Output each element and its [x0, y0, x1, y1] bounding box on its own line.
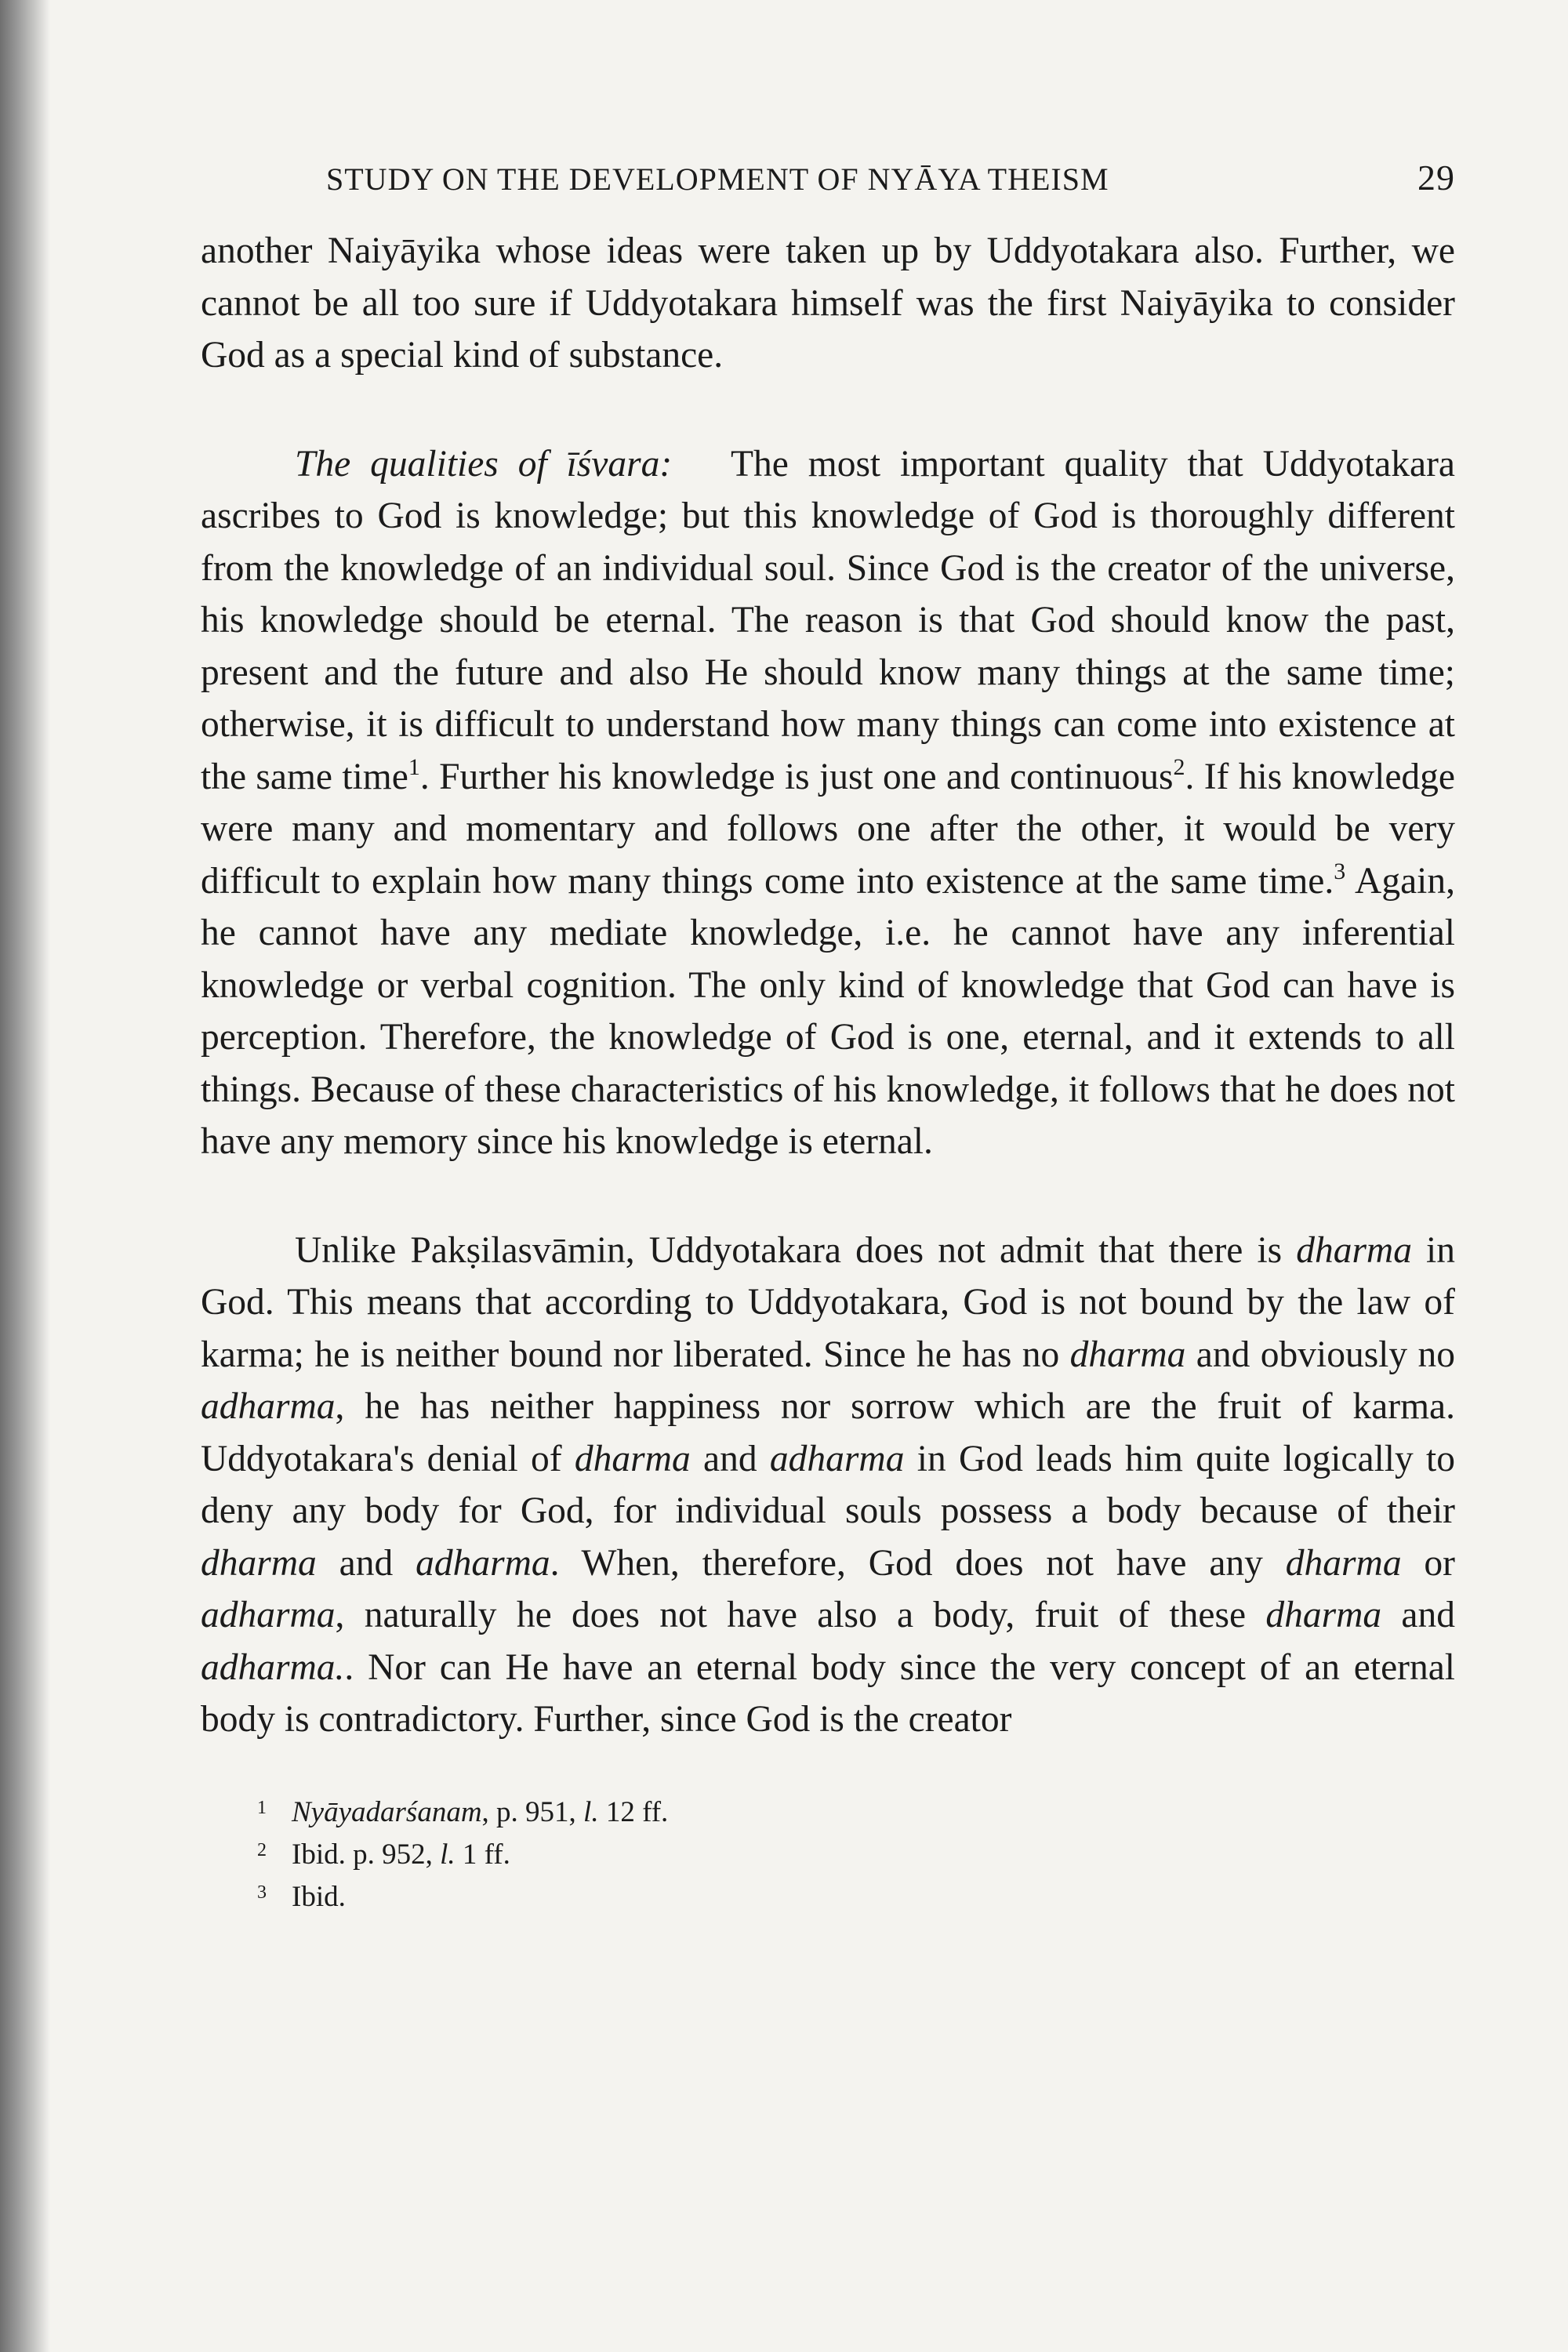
term-adharma: adharma.	[201, 1646, 345, 1688]
footnote-mark: 3	[257, 1882, 267, 1903]
p3-text: , naturally he does not have also a body, fruit of these	[335, 1595, 1266, 1635]
p2-text-1: The most important quality that Uddyotakara ascribes to God is knowledge; but this knowledge of God is thoroughly different from the knowledge of an individual soul. Since God is the creator of the universe, his knowledge should be eternal. The reason is that God should know the past, present and the future and also He should know many things at the same time; otherwise, it is difficult to understand how many things can come into existence at the same time	[201, 443, 1456, 797]
term-adharma: adharma	[201, 1595, 336, 1635]
footnote-text: Ibid.	[292, 1880, 346, 1913]
footnote-text: , p. 951,	[481, 1795, 584, 1828]
paragraph-2	[201, 438, 1455, 1168]
p3-text: Unlike Pakṣilasvāmin, Uddyotakara does not admit that there is	[295, 1229, 1297, 1271]
footnote-text-end: 12 ff.	[598, 1795, 669, 1828]
p3-text: and obviously no	[1185, 1334, 1455, 1375]
p3-text: . When, therefore, God does not have any	[550, 1542, 1286, 1584]
footnote-ref-2[interactable]: 2	[1173, 753, 1185, 780]
footnote-1	[257, 1791, 1455, 1834]
term-dharma: dharma	[1285, 1542, 1402, 1584]
p2-text-2: . Further his knowledge is just one and continuous	[419, 756, 1174, 797]
footnote-source-title: Nyāyadarśanam	[292, 1795, 482, 1828]
footnote-line-abbrev: l.	[440, 1838, 456, 1871]
p2-text-4: Again, he cannot have any mediate knowledge, i.e. he cannot have any inferential knowledge or verbal cognition. The only kind of knowledge that God can have is perception. Therefore, the knowledge of God is one, eternal, and it extends to all things. Because of these characteristics of his knowledge, it follows that he does not have any memory since his knowledge is eternal.	[201, 860, 1455, 1162]
page-number: 29	[1417, 158, 1455, 198]
term-adharma: adharma	[416, 1542, 550, 1584]
section-heading: The qualities of īśvara:	[295, 443, 673, 485]
p3-text: in God leads him quite logically to deny any body for God, for individual souls possess a body because of their	[201, 1438, 1455, 1531]
footnote-line-abbrev: l.	[583, 1795, 599, 1828]
header-title: STUDY ON THE DEVELOPMENT OF NYĀYA THEISM	[326, 162, 1109, 197]
term-dharma: dharma	[1069, 1334, 1186, 1375]
p3-text: in God. This means that according to Uddyotakara, God is not bound by the law of karma; he is neither bound nor liberated. Since he has no	[201, 1229, 1455, 1375]
p3-text: . Nor can He have an eternal body since the very concept of an eternal body is contradictory. Further, since God is the creator	[201, 1646, 1455, 1740]
paragraph-3	[201, 1225, 1455, 1746]
term-dharma: dharma	[1265, 1595, 1382, 1635]
p2-text-3: . If his knowledge were many and momentary and follows one after the other, it would be very difficult to explain how many things come into existence at the same time.	[201, 756, 1455, 902]
footnote-ref-3[interactable]: 3	[1334, 858, 1346, 884]
running-header	[201, 157, 1455, 198]
p3-text: and	[690, 1438, 770, 1479]
book-page	[201, 157, 1455, 1918]
p3-text: and	[1381, 1595, 1455, 1635]
footnote-2	[257, 1834, 1455, 1876]
footnote-mark: 1	[257, 1797, 267, 1818]
term-adharma: adharma	[201, 1386, 336, 1427]
p3-text: , he has neither happiness nor sorrow which are the fruit of karma. Uddyotakara's denial of	[201, 1386, 1455, 1479]
p3-text: or	[1401, 1542, 1455, 1584]
footnote-text-end: 1 ff.	[455, 1838, 510, 1871]
footnote-mark: 2	[257, 1839, 267, 1860]
paragraph-1: another Naiyāyika whose ideas were taken up by Uddyotakara also. Further, we cannot be all too sure if Uddyotakara himself was the first Naiyāyika to consider God as a special kind of substance.	[201, 230, 1455, 376]
term-adharma: adharma	[769, 1438, 905, 1479]
footnote-3	[257, 1876, 1455, 1918]
p3-text: and	[316, 1542, 416, 1584]
term-dharma: dharma	[574, 1438, 691, 1479]
term-dharma: dharma	[201, 1542, 317, 1584]
footnote-text: Ibid. p. 952,	[292, 1838, 441, 1871]
book-binding-shadow	[0, 0, 50, 2352]
term-dharma: dharma	[1296, 1229, 1412, 1271]
footnote-ref-1[interactable]: 1	[408, 753, 420, 780]
footnotes	[201, 1791, 1455, 1918]
